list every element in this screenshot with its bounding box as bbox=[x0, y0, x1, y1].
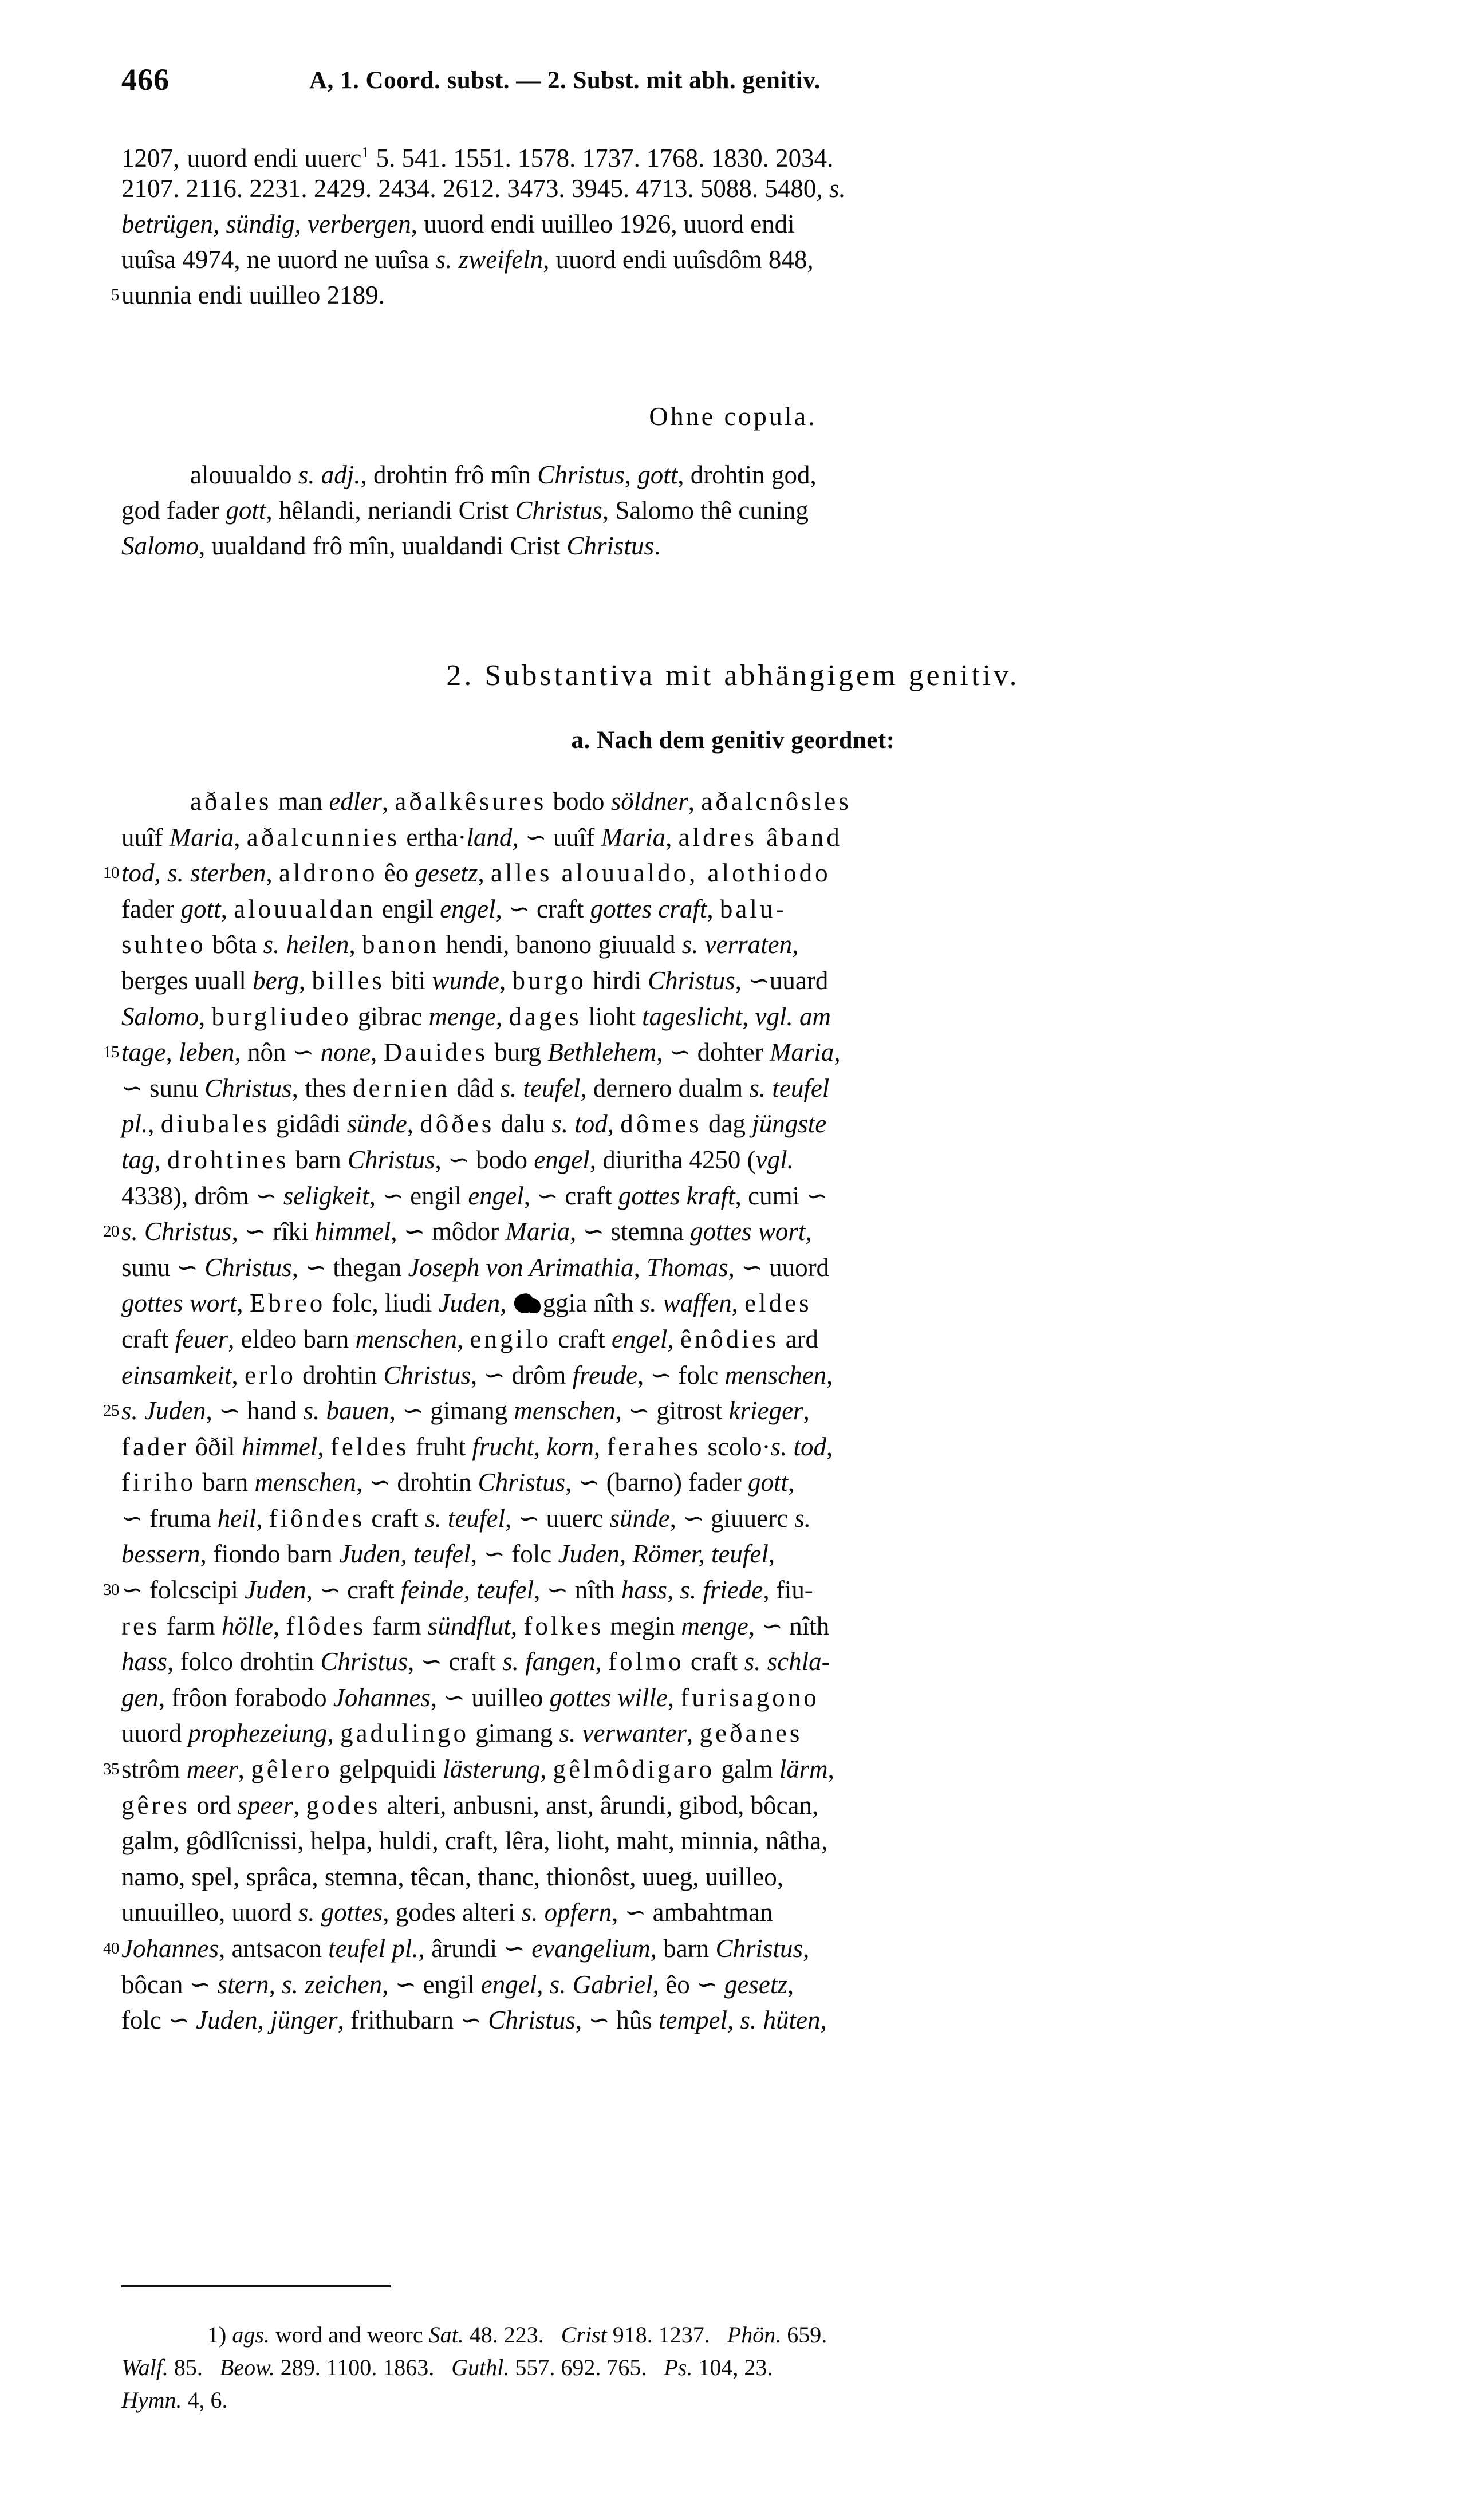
text-line: einsamkeit, erlo drohtin Christus, ∽ drôm freude, ∽ folc menschen, bbox=[121, 1360, 833, 1389]
paragraph-block-two bbox=[121, 457, 1358, 564]
text-line: god fader gott, hêlandi, neriandi Crist Christus, Salomo thê cuning bbox=[121, 496, 809, 525]
text-line: Salomo, burgliudeo gibrac menge, dages lioht tageslicht, vgl. am bbox=[121, 1002, 831, 1031]
text-line: gêres ord speer, godes alteri, anbusni, anst, ârundi, gibod, bôcan, bbox=[121, 1790, 819, 1820]
running-head bbox=[0, 62, 1466, 102]
ink-blot-smudge bbox=[513, 1293, 543, 1316]
line-number: 20 bbox=[103, 1222, 119, 1241]
text-line: ∽ fruma heil, fiôndes craft s. teufel, ∽ uuerc sünde, ∽ giuuerc s. bbox=[121, 1503, 811, 1533]
text-line: galm, gôdlîcnissi, helpa, huldi, craft, lêra, lioht, maht, minnia, nâtha, bbox=[121, 1826, 828, 1856]
text-line: unuuilleo, uuord s. gottes, godes alteri s. opfern, ∽ ambahtman bbox=[121, 1898, 773, 1927]
text-line: 40 Johannes, antsacon teufel pl., ârundi ∽ evangelium, barn Christus, bbox=[121, 1931, 1358, 1967]
line-number: 35 bbox=[103, 1760, 119, 1779]
text-line: fader ôðil himmel, feldes fruht frucht, korn, ferahes scolo·s. tod, bbox=[121, 1432, 833, 1461]
index-entry-body bbox=[103, 783, 1358, 2038]
footnote-rule bbox=[121, 2285, 391, 2287]
paragraph-block-one bbox=[111, 135, 1358, 313]
text-line: 25 s. Juden, ∽ hand s. bauen, ∽ gimang menschen, ∽ gitrost krieger, bbox=[121, 1393, 1358, 1429]
line-number: 40 bbox=[103, 1939, 119, 1958]
text-line: 1207, uuord endi uuerc$^1$ 5. 541. 1551. 1578. 1737. 1768. 1830. 2034. bbox=[121, 144, 834, 172]
text-line: 4338), drôm ∽ seligkeit, ∽ engil engel, ∽ craft gottes kraft, cumi ∽ bbox=[121, 1181, 828, 1210]
footnote-line: Hymn. 4, 6. bbox=[121, 2387, 228, 2413]
text-line: 10 tod, s. sterben, aldrono êo gesetz, alles alouualdo, alothiodo bbox=[121, 855, 1358, 891]
running-title: A, 1. Coord. subst. — 2. Subst. mit abh. genitiv. bbox=[309, 67, 821, 94]
text-line: uuîsa 4974, ne uuord ne uuîsa s. zweifeln, uuord endi uuîsdôm 848, bbox=[121, 245, 814, 274]
footnote-block bbox=[121, 2318, 1358, 2416]
text-line: 20 s. Christus, ∽ rîki himmel, ∽ môdor Maria, ∽ stemna gottes wort, bbox=[121, 1214, 1358, 1250]
footnote-marker: 1 bbox=[361, 144, 370, 162]
text-line: hass, folco drohtin Christus, ∽ craft s. fangen, folmo craft s. schla- bbox=[121, 1647, 830, 1676]
text-line: 35 strôm meer, gêlero gelpquidi lästerung, gêlmôdigaro galm lärm, bbox=[121, 1751, 1358, 1787]
text-line: gottes wort, Ebreo folc, liudi Juden, ggia nîth s. waffen, eldes bbox=[121, 1289, 812, 1318]
text-line: betrügen, sündig, verbergen, uuord endi uuilleo 1926, uuord endi bbox=[121, 210, 795, 238]
text-line: namo, spel, sprâca, stemna, têcan, thanc, thionôst, uueg, uuilleo, bbox=[121, 1862, 783, 1891]
text-line: Salomo, uualdand frô mîn, uualdandi Crist Christus. bbox=[121, 531, 661, 560]
text-line: fader gott, alouualdan engil engel, ∽ craft gottes craft, balu- bbox=[121, 894, 787, 923]
text-line: gen, frôon forabodo Johannes, ∽ uuilleo gottes wille, furisagono bbox=[121, 1683, 819, 1712]
text-line: ∽ sunu Christus, thes dernien dâd s. teufel, dernero dualm s. teufel bbox=[121, 1073, 830, 1102]
text-line: aðales man edler, aðalkêsures bodo söldner, aðalcnôsles bbox=[190, 787, 852, 816]
text-line: 30 ∽ folcscipi Juden, ∽ craft feinde, teufel, ∽ nîth hass, s. friede, fiu- bbox=[121, 1572, 1358, 1608]
text-line: tag, drohtines barn Christus, ∽ bodo engel, diuritha 4250 (vgl. bbox=[121, 1145, 794, 1174]
text-line: berges uuall berg, billes biti wunde, burgo hirdi Christus, ∽uuard bbox=[121, 966, 829, 995]
text-line: firiho barn menschen, ∽ drohtin Christus, ∽ (barno) fader gott, bbox=[121, 1468, 795, 1497]
folio-number: 466 bbox=[121, 62, 170, 97]
line-number: 30 bbox=[103, 1581, 119, 1600]
subsection-heading: a. Nach dem genitiv geordnet: bbox=[571, 727, 895, 754]
text-line: pl., diubales gidâdi sünde, dôðes dalu s. tod, dômes dag jüngste bbox=[121, 1109, 827, 1139]
text-line: res farm hölle, flôdes farm sündflut, folkes megin menge, ∽ nîth bbox=[121, 1611, 830, 1640]
footnote-line: Walf. 85. Beow. 289. 1100. 1863. Guthl. 557. 692. 765. Ps. 104, 23. bbox=[121, 2354, 773, 2380]
text-line: bôcan ∽ stern, s. zeichen, ∽ engil engel, s. Gabriel, êo ∽ gesetz, bbox=[121, 1970, 794, 1999]
line-number: 25 bbox=[103, 1401, 119, 1420]
line-number: 15 bbox=[103, 1043, 119, 1062]
subheading-ohne-copula: Ohne copula. bbox=[649, 401, 817, 431]
text-line: suhteo bôta s. heilen, banon hendi, banono giuuald s. verraten, bbox=[121, 930, 799, 959]
text-line: sunu ∽ Christus, ∽ thegan Joseph von Arimathia, Thomas, ∽ uuord bbox=[121, 1253, 830, 1282]
text-line: 5 uunnia endi uuilleo 2189. bbox=[121, 277, 1358, 313]
section-heading: 2. Substantiva mit abhängigem genitiv. bbox=[446, 659, 1020, 692]
text-line: 2107. 2116. 2231. 2429. 2434. 2612. 3473. 3945. 4713. 5088. 5480, s. bbox=[121, 174, 846, 203]
text-line: craft feuer, eldeo barn menschen, engilo craft engel, ênôdies ard bbox=[121, 1324, 819, 1353]
text-line: uuîf Maria, aðalcunnies ertha·land, ∽ uuîf Maria, aldres âband bbox=[121, 822, 842, 852]
text-line: bessern, fiondo barn Juden, teufel, ∽ folc Juden, Römer, teufel, bbox=[121, 1539, 775, 1569]
footnote-line: 1) ags. word and weorc Sat. 48. 223. Crist 918. 1237. Phön. 659. bbox=[207, 2322, 827, 2348]
text-line: uuord prophezeiung, gadulingo gimang s. verwanter, geðanes bbox=[121, 1719, 803, 1748]
text-line: 15 tage, leben, nôn ∽ none, Dauides burg Bethlehem, ∽ dohter Maria, bbox=[121, 1034, 1358, 1070]
line-number: 10 bbox=[103, 864, 119, 883]
line-number: 5 bbox=[111, 286, 119, 304]
text-line: folc ∽ Juden, jünger, frithubarn ∽ Christus, ∽ hûs tempel, s. hüten, bbox=[121, 2006, 827, 2035]
text-line: alouualdo s. adj., drohtin frô mîn Christus, gott, drohtin god, bbox=[190, 460, 817, 489]
